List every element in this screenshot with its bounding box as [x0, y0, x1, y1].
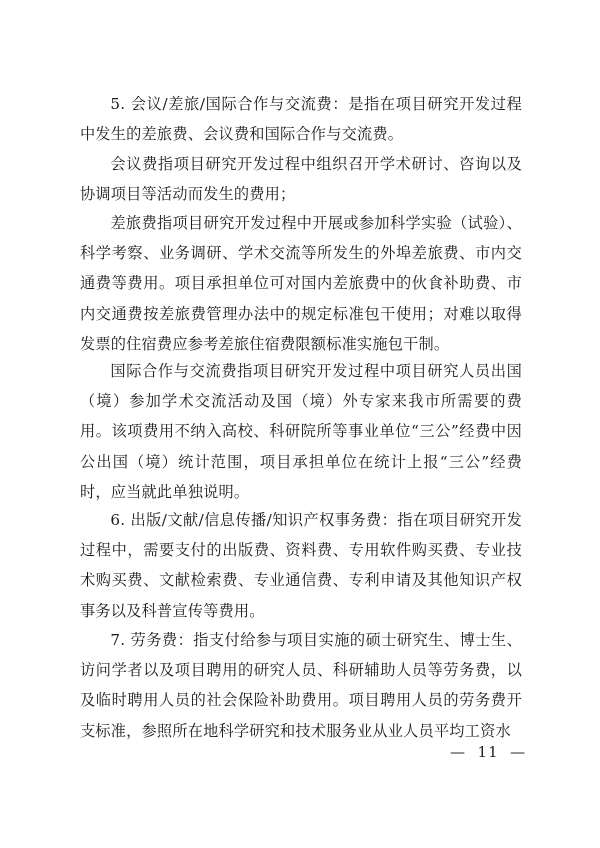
- paragraph-travel-fee: 差旅费指项目研究开发过程中开展或参加科学实验（试验）、科学考察、业务调研、学术交流等所发生的外埠差旅费、市内交通费等费用。项目承担单位可对国内差旅费中的伙食补助费、市内交通费按差旅费管理办法中的规定标准包干使用；对难以取得发票的住宿费应参考差旅住宿费限额标准实施包干制。: [80, 214, 522, 353]
- paragraph-meeting-fee: 会议费指项目研究开发过程中组织召开学术研讨、咨询以及协调项目等活动而发生的费用；: [80, 155, 522, 204]
- paragraph-labor-fee: 7. 劳务费：指支付给参与项目实施的硕士研究生、博士生、访问学者以及项目聘用的研究人员、科研辅助人员等劳务费，以及临时聘用人员的社会保险补助费用。项目聘用人员的劳务费开支标准，参照所在地科学研究和技术服务业从业人员平均工资水: [80, 631, 522, 740]
- paragraph-meeting-travel-international-fees: 5. 会议/差旅/国际合作与交流费：是指在项目研究开发过程中发生的差旅费、会议费和国际合作与交流费。: [80, 95, 522, 144]
- page-number: — 11 —: [450, 743, 527, 761]
- paragraph-international-cooperation-fee: 国际合作与交流费指项目研究开发过程中项目研究人员出国（境）参加学术交流活动及国（境）外专家来我市所需要的费用。该项费用不纳入高校、科研院所等事业单位“三公”经费中因公出国（境）统计范围，项目承担单位在统计上报“三公”经费时，应当就此单独说明。: [80, 362, 522, 501]
- paragraph-publication-ip-fees: 6. 出版/文献/信息传播/知识产权事务费：指在项目研究开发过程中，需要支付的出版费、资料费、专用软件购买费、专业技术购买费、文献检索费、专业通信费、专利申请及其他知识产权事务以及科普宣传等费用。: [80, 511, 522, 620]
